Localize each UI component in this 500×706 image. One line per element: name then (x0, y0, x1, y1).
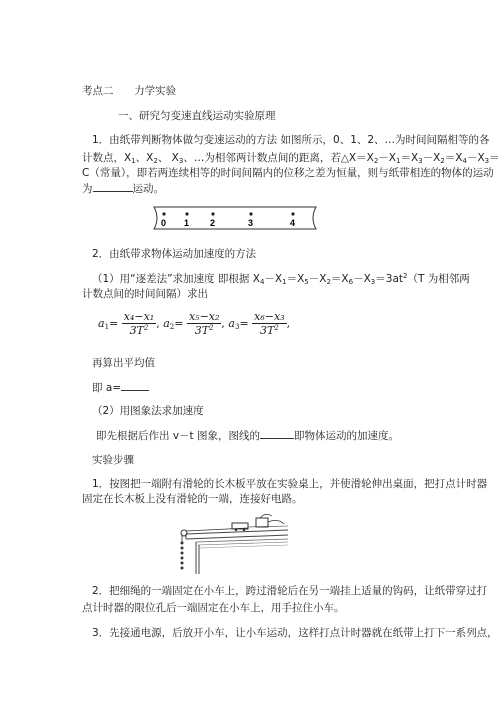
tape-label-4: 4 (290, 218, 296, 228)
step1-line1: 1．按图把一端附有滑轮的长木板平放在实验桌上，并使滑轮伸出桌面，把打点计时器 (92, 478, 488, 490)
p4-line: （2）用图象法求加速度 (92, 405, 204, 417)
numerator-3: x₆−x₃ (254, 310, 285, 323)
p5-line: 即先根据后作出 v－t 图象，图线的 即物体运动的加速度。 (96, 430, 400, 442)
numerator-2: x₅−x₂ (188, 310, 220, 323)
difference-formula: $a_1=$ $\frac{\text{x₄−x₁}}{3T^2}$ , $a_2=$ $\frac{\text{x₅−x₂}}{3T^2}$ , $a_3=$ $\frac{\text{x₆−x₃}}{3T^2}$ , (98, 310, 291, 337)
section-title: 力学实验 (134, 85, 177, 97)
p3-line2: 计数点间的时间间隔）求出 (82, 288, 208, 300)
tape-dot-0 (162, 212, 165, 215)
tape-label-1: 1 (184, 218, 190, 228)
step1-line2: 固定在长木板上没有滑轮的一端，连接好电路。 (82, 493, 303, 505)
ji-line: 即 a= (92, 380, 149, 395)
tape-label-3: 3 (248, 218, 254, 228)
tape-dot-2 (211, 212, 214, 215)
section-number: 考点二 (82, 85, 114, 97)
tape-dot-3 (249, 212, 252, 215)
p1-line1: 1．由纸带判断物体做匀变速运动的方法 如图所示，0、1、2、…为时间间隔相等的各 (92, 134, 490, 146)
blank-slope (260, 428, 294, 439)
tape-dot-1 (185, 212, 188, 215)
subheading-principle: 一、研究匀变速直线运动实验原理 (118, 110, 276, 122)
p1-line3: C（常量），即若两连续相等的时间间隔内的位移之差为恒量，则与纸带相连的物体的运动 (82, 167, 494, 179)
blank-a-value (121, 380, 149, 391)
blank-motion-type (93, 181, 133, 192)
p3-line1: （1）用“逐差法”求加速度 即根据 $X_4-X_1=X_5-X_2=X_6-X_3=3at^2(T$ 为相邻两 (92, 272, 470, 286)
tape-label-0: 0 (161, 218, 167, 228)
section-heading (82, 84, 176, 98)
p1-line2: 计数点，$X_1$、$X_2$、 $X_3$、…为相邻两计数点间的距离，若$\triangle X=X_2-X_1=X_3-X_2=X_4-X_3=$ (82, 152, 500, 165)
p1-line4: 为 运动。 (82, 183, 164, 195)
numerator-1: x₄−x₁ (123, 310, 155, 323)
step2-line2: 点计时器的限位孔后一端固定在小车上，用手拉住小车。 (82, 602, 345, 614)
tape-dot-4 (291, 212, 294, 215)
p2-line: 2．由纸带求物体运动加速度的方法 (92, 248, 257, 260)
step3-line1: 3．先接通电源，后放开小车，让小车运动，这样打点计时器就在纸带上打下一系列点， (92, 627, 498, 639)
tape-label-2: 2 (210, 218, 216, 228)
paper-tape-figure (150, 204, 320, 232)
step2-line1: 2．把细绳的一端固定在小车上，跨过滑轮后在另一端挂上适量的钩码，让纸带穿过打 (92, 585, 488, 597)
apparatus-figure (170, 512, 292, 576)
steps-heading: 实验步骤 (92, 454, 134, 466)
avg-text: 再算出平均值 (92, 357, 155, 369)
